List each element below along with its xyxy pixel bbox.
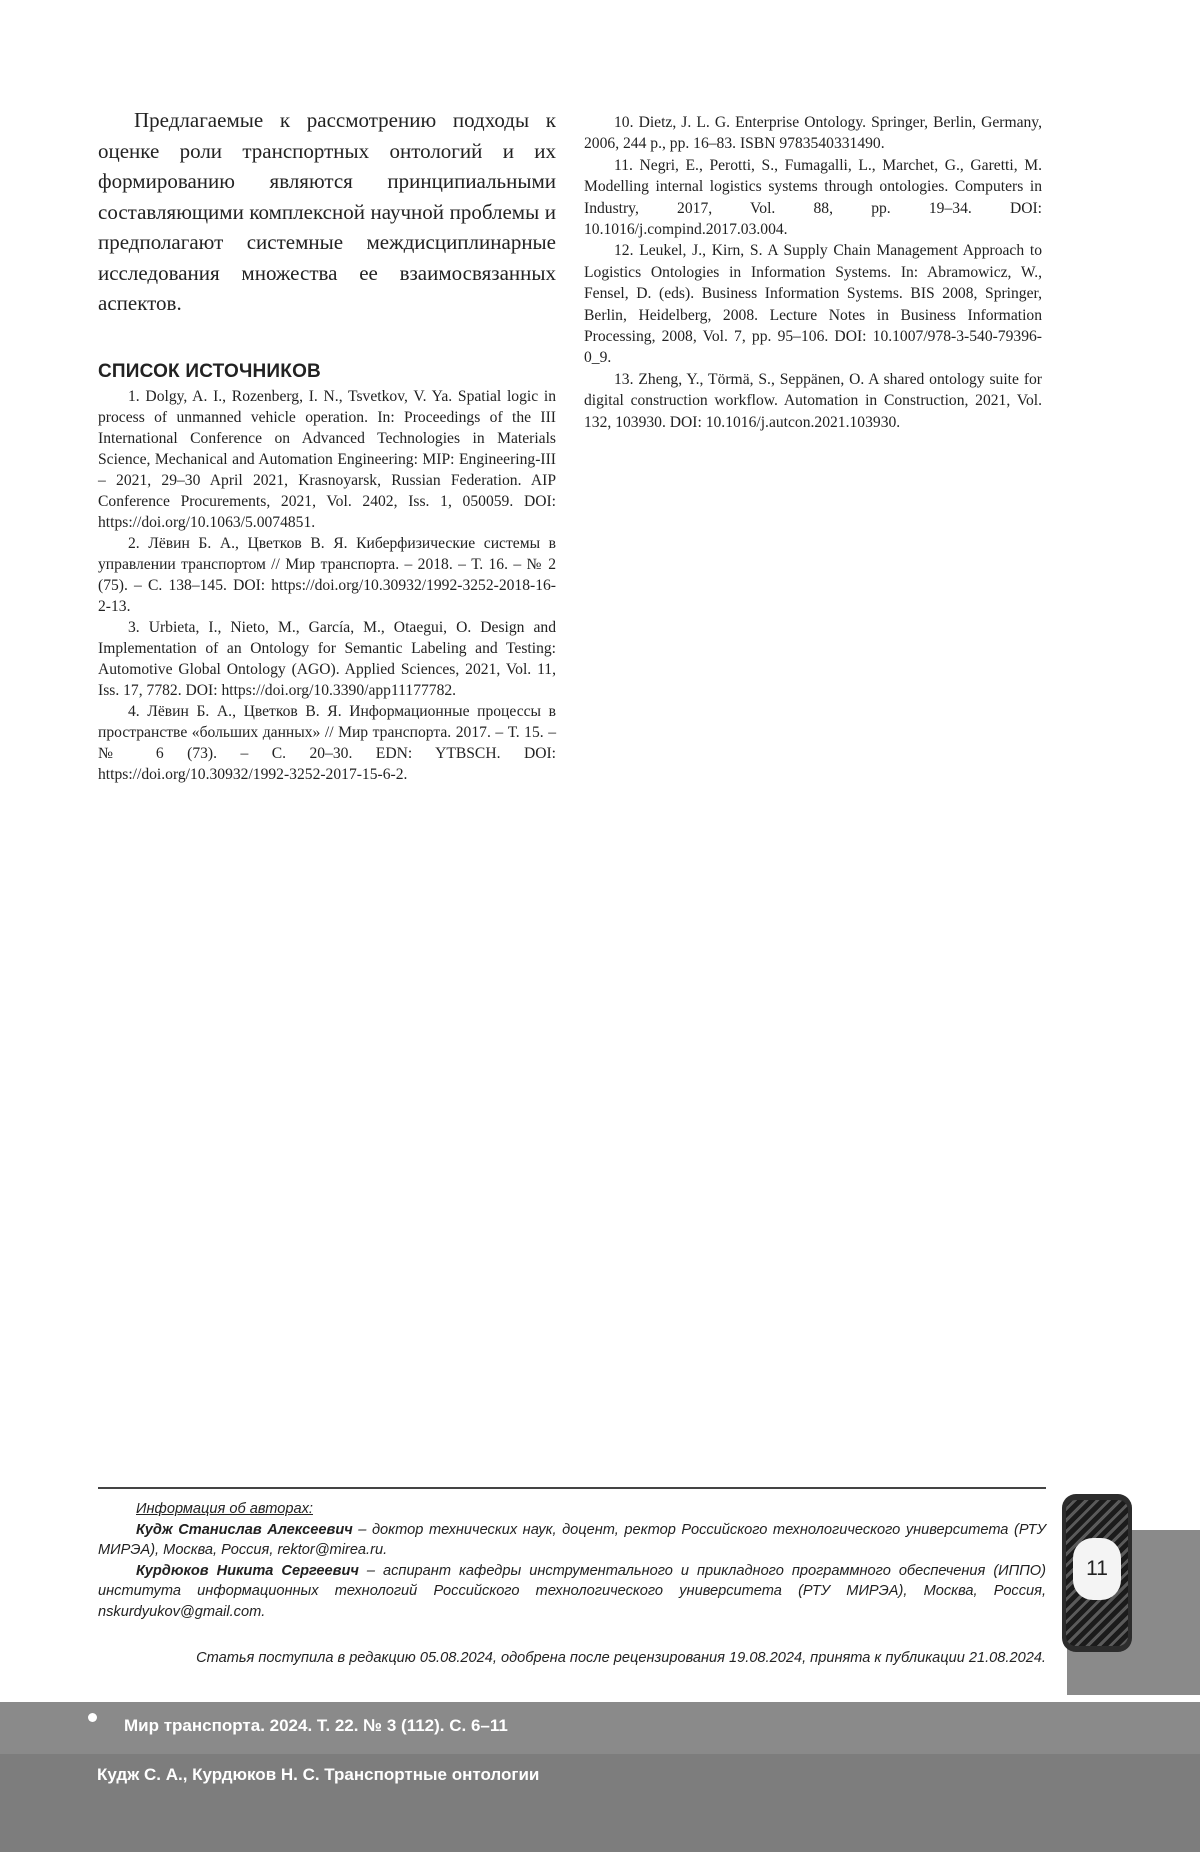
- reference-item: 12. Leukel, J., Kirn, S. A Supply Chain Management Approach to Logistics Ontologies in Information Systems. In: Abramowicz, W., Fensel, D. (eds). Business Information Systems. BIS 2008, Springer, Berlin, Heidelberg, 2008. Lecture Notes in Business Information Processing, 2008, Vol. 7, pp. 95–106. DOI: 10.1007/978-3-540-79396-0_9.: [584, 242, 1042, 367]
- author-info: [98, 1499, 1046, 1622]
- reference-item: 2. Лёвин Б. А., Цветков В. Я. Киберфизические системы в управлении транспортом // Мир транспорта. – 2018. – Т. 16. – № 2 (75). – С. 138–145. DOI: https://doi.org/10.30932/1992-3252-2018-16-2-13.: [98, 534, 556, 615]
- reference-item: 10. Dietz, J. L. G. Enterprise Ontology. Springer, Berlin, Germany, 2006, 244 p., pp. 16–83. ISBN 9783540331490.: [584, 114, 1042, 153]
- author-entry: [98, 1520, 1046, 1561]
- references-title: СПИСОК ИСТОЧНИКОВ: [98, 360, 321, 382]
- bullet-icon: [88, 1713, 97, 1722]
- tire-icon: [1062, 1494, 1132, 1652]
- left-column: [98, 105, 556, 785]
- author-info-header: Информация об авторах:: [136, 1501, 313, 1517]
- author-entry: [98, 1561, 1046, 1623]
- page-number: 11: [1073, 1538, 1121, 1600]
- article-running-title: Кудж С. А., Курдюков Н. С. Транспортные онтологии: [97, 1765, 540, 1784]
- reference-item: 3. Urbieta, I., Nieto, M., García, M., Otaegui, O. Design and Implementation of an Ontology for Semantic Labeling and Testing: Automotive Global Ontology (AGO). Applied Sciences, 2021, Vol. 11, Iss. 17, 7782. DOI: https://doi.org/10.3390/app11177782.: [98, 618, 556, 699]
- received-dates: Статья поступила в редакцию 05.08.2024, одобрена после рецензирования 19.08.2024, принята к публикации 21.08.2024.: [196, 1650, 1046, 1666]
- author-name: Курдюков Никита Сергеевич: [136, 1562, 359, 1579]
- reference-item: 1. Dolgy, A. I., Rozenberg, I. N., Tsvetkov, V. Ya. Spatial logic in process of unmanned vehicle operation. In: Proceedings of the III International Conference on Advanced Technologies in Materials Science, Mechanical and Automation Engineering: MIP: Engineering-III – 2021, 29–30 April 2021, Krasnoyarsk, Russian Federation. AIP Conference Procurements, 2021, Vol. 2402, Iss. 1, 050059. DOI: https://doi.org/10.1063/5.0074851.: [98, 387, 556, 531]
- reference-item: 4. Лёвин Б. А., Цветков В. Я. Информационные процессы в пространстве «больших данных» // Мир транспорта. 2017. – Т. 15. – № 6 (73). – С. 20–30. EDN: YTBSCH. DOI: https://doi.org/10.30932/1992-3252-2017-15-6-2.: [98, 702, 556, 783]
- right-column: [584, 112, 1042, 433]
- references-list-left: [98, 386, 556, 785]
- author-details: – доктор технических наук, доцент, ректор Российского технологического университета (РТУ МИРЭА), Москва, Россия, rektor@mirea.ru.: [98, 1521, 1046, 1558]
- references-list-right: [584, 112, 1042, 433]
- reference-item: 13. Zheng, Y., Törmä, S., Seppänen, O. A shared ontology suite for digital construction workflow. Automation in Construction, 2021, Vol. 132, 103930. DOI: 10.1016/j.autcon.2021.103930.: [584, 370, 1042, 431]
- journal-citation: Мир транспорта. 2024. Т. 22. № 3 (112). С. 6–11: [124, 1716, 508, 1735]
- intro-paragraph: Предлагаемые к рассмотрению подходы к оценке роли транспортных онтологий и их формированию являются принципиальными составляющими комплексной научной проблемы и предполагают системные междисциплинарные исследования множества ее взаимосвязанных аспектов.: [98, 108, 556, 315]
- reference-item: 11. Negri, E., Perotti, S., Fumagalli, L., Marchet, G., Garetti, M. Modelling internal logistics systems through ontologies. Computers in Industry, 2017, Vol. 88, pp. 19–34. DOI: 10.1016/j.compind.2017.03.004.: [584, 156, 1042, 239]
- author-details: – аспирант кафедры инструментального и прикладного программного обеспечения (ИППО) института информационных технологий Российского технологического университета (РТУ МИРЭА), Москва, Россия, nskurdyukov@gmail.com.: [98, 1562, 1046, 1620]
- author-name: Кудж Станислав Алексеевич: [136, 1521, 353, 1538]
- section-divider: [98, 1487, 1046, 1489]
